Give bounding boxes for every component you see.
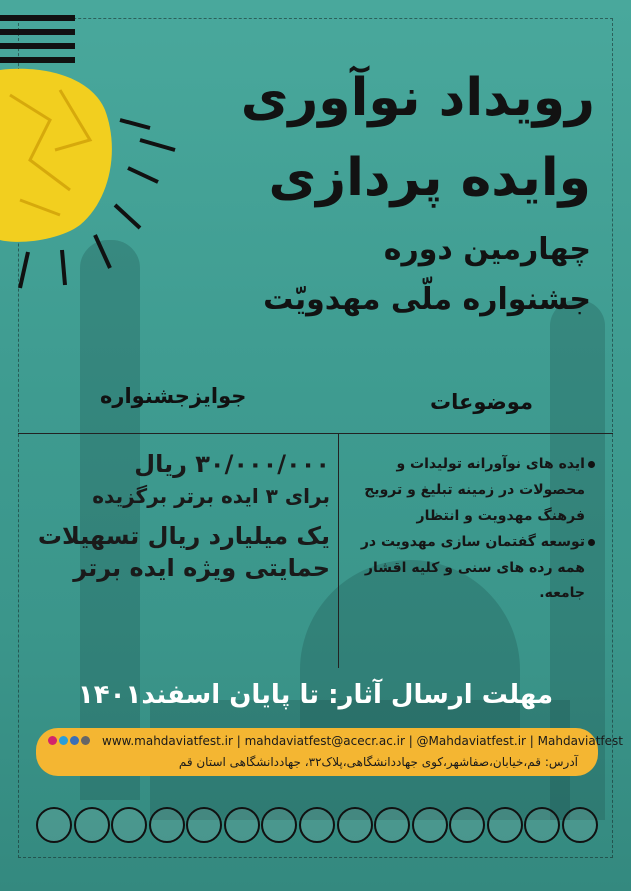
title-line2: وایده پردازی: [268, 148, 591, 208]
sponsor-logo: [374, 807, 410, 843]
sponsor-logo: [337, 807, 373, 843]
prize-facility: یک میلیارد ریال تسهیلات حمایتی ویژه ایده برتر: [37, 522, 330, 583]
globe-icon[interactable]: [70, 736, 79, 745]
sponsor-logo: [224, 807, 260, 843]
topic-item: توسعه گفتمان سازی مهدویت در همه رده های سنی و کلیه اقشار جامعه.: [350, 530, 595, 608]
prize-amount: ۳۰/۰۰۰/۰۰۰ ریال: [134, 450, 330, 478]
topic-item: ایده های نوآورانه تولیدات و محصولات در زمینه تبلیغ و ترویج فرهنگ مهدویت و انتظار: [350, 452, 595, 530]
prize-for-top: برای ۳ ایده برتر برگزیده: [92, 484, 330, 508]
sponsor-logo: [111, 807, 147, 843]
title-line1: رویداد نوآوری: [240, 68, 595, 128]
sponsor-logo: [299, 807, 335, 843]
sponsor-logo: [487, 807, 523, 843]
sponsor-logo: [36, 807, 72, 843]
sponsor-logo: [149, 807, 185, 843]
social-icons: [48, 736, 90, 745]
contact-address: آدرس: قم،خیابان،صفاشهر،کوی جهاددانشگاهی،پلاک۳۲، جهاددانشگاهی استان قم: [178, 755, 578, 769]
sponsor-logo: [74, 807, 110, 843]
sponsor-logo: [524, 807, 560, 843]
sponsor-logo: [261, 807, 297, 843]
subtitle-line1: چهارمین دوره: [383, 232, 591, 267]
prizes-block: [30, 450, 330, 585]
telegram-icon[interactable]: [59, 736, 68, 745]
contact-bar: [36, 728, 623, 776]
deadline: مهلت ارسال آثار: تا پایان اسفند۱۴۰۱: [77, 680, 554, 710]
sponsor-logo: [412, 807, 448, 843]
sponsor-logo: [186, 807, 222, 843]
email-icon[interactable]: [81, 736, 90, 745]
topics-heading: موضوعات: [430, 390, 533, 414]
lightbulb-icon: [0, 0, 190, 300]
divider-vertical: [338, 433, 339, 668]
divider-horizontal: [18, 433, 613, 434]
sponsor-logos: [36, 800, 598, 850]
subtitle-line2: جشنواره ملّی مهدویّت: [263, 282, 591, 317]
prizes-heading: جوایزجشنواره: [100, 384, 247, 408]
contact-links[interactable]: www.mahdaviatfest.ir | mahdaviatfest@acecr.ac.ir | @Mahdaviatfest.ir | Mahdaviatfest: [102, 734, 623, 748]
sponsor-logo: [562, 807, 598, 843]
sponsor-logo: [449, 807, 485, 843]
instagram-icon[interactable]: [48, 736, 57, 745]
topics-list: [350, 452, 595, 607]
